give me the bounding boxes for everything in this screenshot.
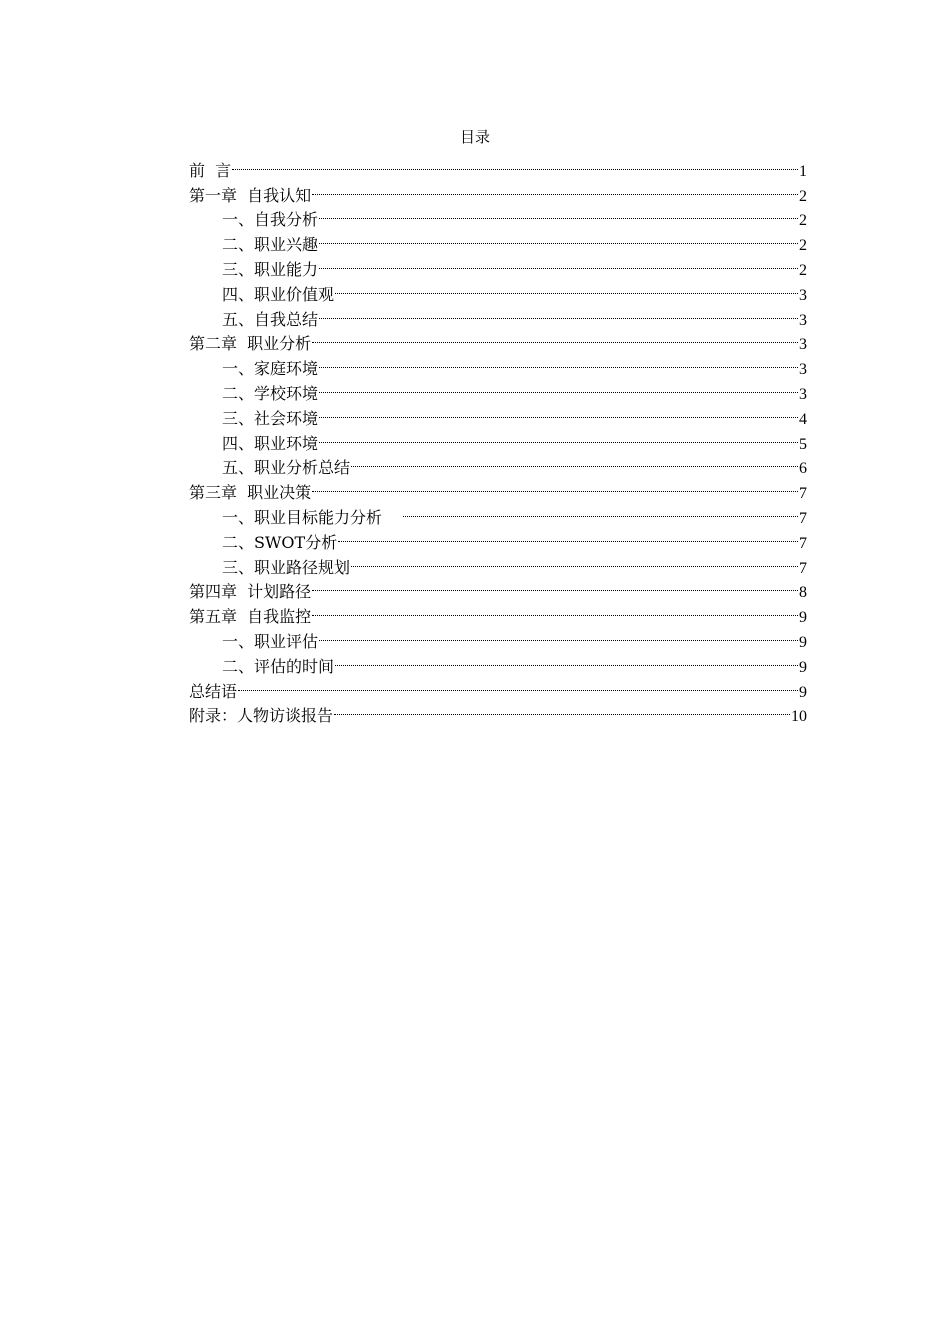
toc-leader-dots [232,151,798,176]
toc-entry-label: 总结语 [189,681,238,701]
toc-leader-dots [319,225,798,250]
toc-entry-label: 一、家庭环境 [222,359,319,379]
toc-leader-dots [319,250,798,275]
toc-entry[interactable] [189,697,807,726]
toc-leader-dots [319,300,798,325]
toc-entry-label: 四、职业价值观 [222,284,335,304]
toc-leader-dots [334,697,790,722]
toc-entry[interactable] [189,151,807,180]
toc-entry-label: 附录：人物访谈报告 [189,706,334,726]
toc-entry-page-number: 7 [799,534,807,552]
toc-entry-label: 第四章 计划路径 [189,582,312,602]
toc-entry-label: 第一章 自我认知 [189,185,312,205]
toc-entry-label: 二、学校环境 [222,383,319,403]
toc-entry-label: 一、职业评估 [222,631,319,651]
toc-leader-dots [312,325,798,350]
toc-leader-dots [319,622,798,647]
toc-entry-page-number: 1 [799,162,807,180]
toc-leader-dots [319,424,798,449]
toc-leader-dots [312,597,798,622]
toc-entry-page-number: 8 [799,584,807,602]
toc-entry-page-number: 2 [799,212,807,230]
toc-leader-dots [351,548,798,573]
toc-entry-label: 一、自我分析 [222,210,319,230]
toc-entry-label: 二、职业兴趣 [222,235,319,255]
toc-entry-label: 第五章 自我监控 [189,607,312,627]
toc-entry[interactable] [189,672,807,701]
toc-entry-page-number: 3 [799,336,807,354]
toc-entry-page-number: 3 [799,311,807,329]
toc-entry-label: 二、评估的时间 [222,656,335,676]
toc-entry-page-number: 9 [799,633,807,651]
toc-entry-page-number: 5 [799,435,807,453]
toc-entry[interactable] [189,176,807,205]
toc-entry-page-number: 4 [799,410,807,428]
toc-entry-label: 三、职业路径规划 [222,557,351,577]
toc-entry-label: 五、职业分析总结 [222,458,351,478]
toc-entry-label: 四、职业环境 [222,433,319,453]
toc-entry-page-number: 9 [799,683,807,701]
toc-leader-dots [335,275,798,300]
toc-leader-dots [351,449,798,474]
toc-leader-dots [319,201,798,226]
toc-entry-label: 一、职业目标能力分析 [222,507,403,527]
toc-leader-dots [335,647,798,672]
toc-leader-dots [312,473,798,498]
toc-entry-label: 前 言 [189,160,232,180]
toc-entry-page-number: 3 [799,361,807,379]
toc-leader-dots [319,349,798,374]
toc-title: 目录 [459,128,490,146]
toc-entry-page-number: 2 [799,187,807,205]
table-of-contents [189,151,807,726]
toc-entry-page-number: 2 [799,261,807,279]
toc-entry-label: 二、SWOT分析 [222,532,338,552]
toc-leader-dots [319,399,798,424]
toc-entry-page-number: 7 [799,485,807,503]
toc-entry-page-number: 7 [799,509,807,527]
toc-leader-dots [319,374,798,399]
toc-entry-page-number: 10 [791,708,807,726]
toc-leader-dots [403,498,798,523]
toc-entry-label: 第三章 职业决策 [189,483,312,503]
toc-entry-label: 三、职业能力 [222,259,319,279]
toc-entry-page-number: 9 [799,658,807,676]
toc-entry-page-number: 2 [799,237,807,255]
toc-entry-label: 第二章 职业分析 [189,334,312,354]
toc-entry-label: 三、社会环境 [222,408,319,428]
toc-leader-dots [338,523,798,548]
toc-entry-page-number: 7 [799,559,807,577]
toc-entry-page-number: 3 [799,286,807,304]
toc-leader-dots [312,573,798,598]
toc-entry-label: 五、自我总结 [222,309,319,329]
toc-entry-page-number: 3 [799,385,807,403]
toc-entry-page-number: 6 [799,460,807,478]
toc-leader-dots [238,672,798,697]
toc-entry-page-number: 9 [799,609,807,627]
toc-leader-dots [312,176,798,201]
